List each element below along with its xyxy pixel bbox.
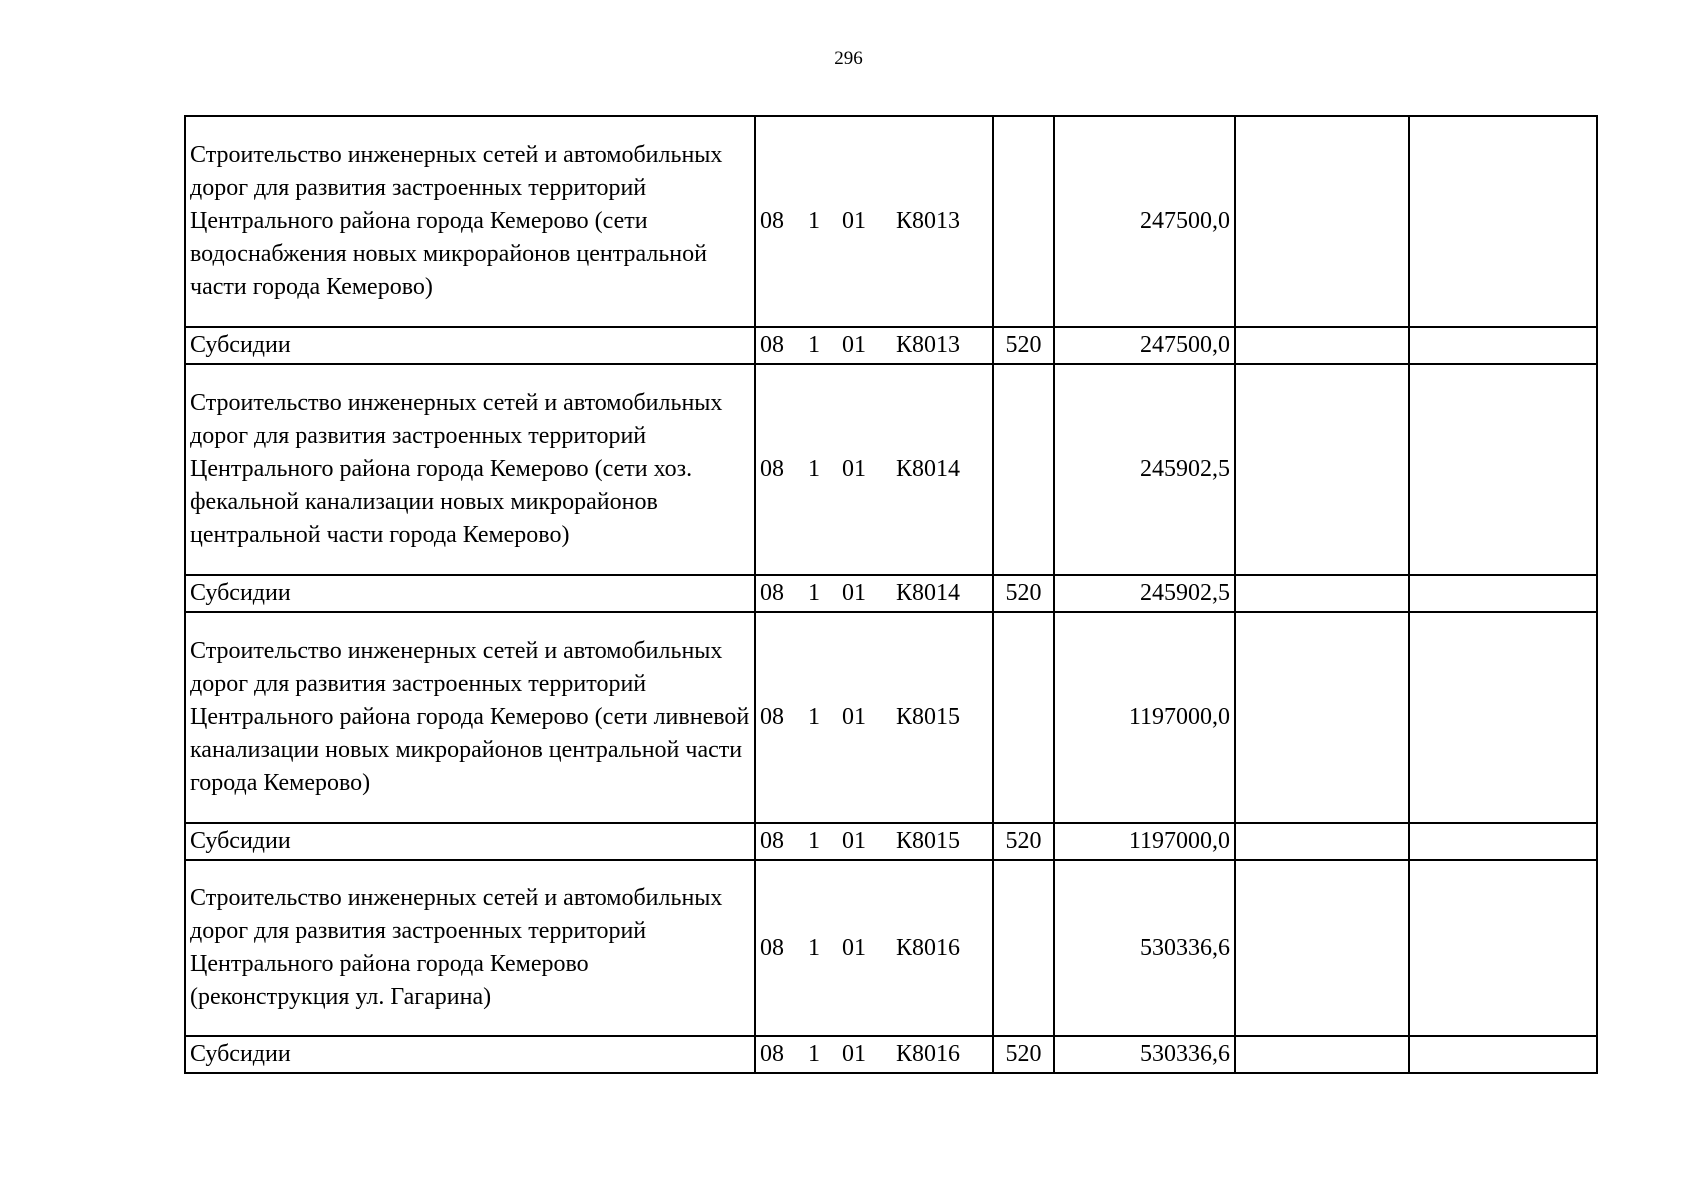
row-col7-cell xyxy=(1235,860,1409,1036)
row-col8-cell xyxy=(1409,116,1597,327)
row-expense-type-cell xyxy=(993,860,1054,1036)
row-expense-type-cell: 520 xyxy=(993,327,1054,364)
row-expense-type-cell: 520 xyxy=(993,823,1054,860)
code-program: 08 xyxy=(760,1041,784,1067)
code-subprogram: 1 xyxy=(808,1041,820,1067)
code-subprogram: 1 xyxy=(808,332,820,358)
row-col7-cell xyxy=(1235,1036,1409,1073)
table-row xyxy=(185,575,1597,612)
row-code-cell xyxy=(755,612,993,823)
row-expense-type-cell xyxy=(993,612,1054,823)
row-col7-cell xyxy=(1235,327,1409,364)
code-direction: К8013 xyxy=(895,208,960,234)
row-name-cell: Субсидии xyxy=(185,327,755,364)
row-sum-cell: 245902,5 xyxy=(1054,575,1235,612)
code-direction: К8015 xyxy=(895,828,960,854)
row-expense-type-cell: 520 xyxy=(993,1036,1054,1073)
row-sum-cell: 530336,6 xyxy=(1054,1036,1235,1073)
row-sum-cell: 1197000,0 xyxy=(1054,612,1235,823)
row-col8-cell xyxy=(1409,612,1597,823)
row-name-cell: Субсидии xyxy=(185,575,755,612)
code-direction: К8013 xyxy=(895,332,960,358)
code-event: 01 xyxy=(842,208,866,234)
code-subprogram: 1 xyxy=(808,456,820,482)
row-name-cell: Строительство инженерных сетей и автомобильных дорог для развития застроенных территорий Центрального района города Кемерово (сети хоз. фекальной канализации новых микрорайонов центральной части города Кемерово) xyxy=(185,364,755,575)
code-subprogram: 1 xyxy=(808,580,820,606)
row-col8-cell xyxy=(1409,823,1597,860)
row-code-cell xyxy=(755,364,993,575)
code-direction: К8015 xyxy=(895,704,960,730)
table-row xyxy=(185,327,1597,364)
row-sum-cell: 245902,5 xyxy=(1054,364,1235,575)
row-col7-cell xyxy=(1235,823,1409,860)
row-col7-cell xyxy=(1235,364,1409,575)
row-code-cell xyxy=(755,575,993,612)
code-event: 01 xyxy=(842,934,866,961)
code-subprogram: 1 xyxy=(808,704,820,730)
row-sum-cell: 247500,0 xyxy=(1054,116,1235,327)
row-code-cell xyxy=(755,327,993,364)
row-sum-cell: 1197000,0 xyxy=(1054,823,1235,860)
row-col7-cell xyxy=(1235,612,1409,823)
row-col8-cell xyxy=(1409,327,1597,364)
code-event: 01 xyxy=(842,1041,866,1067)
row-name-cell: Строительство инженерных сетей и автомобильных дорог для развития застроенных территорий Центрального района города Кемерово (реконструкция ул. Гагарина) xyxy=(185,860,755,1036)
code-program: 08 xyxy=(760,828,784,854)
code-event: 01 xyxy=(842,704,866,730)
row-name-cell: Строительство инженерных сетей и автомобильных дорог для развития застроенных территорий Центрального района города Кемерово (сети ливневой канализации новых микрорайонов центральной части города Кемерово) xyxy=(185,612,755,823)
row-name-cell: Субсидии xyxy=(185,823,755,860)
code-program: 08 xyxy=(760,208,784,234)
page-number: 296 xyxy=(834,48,863,69)
row-col8-cell xyxy=(1409,1036,1597,1073)
row-sum-cell: 247500,0 xyxy=(1054,327,1235,364)
code-subprogram: 1 xyxy=(808,934,820,961)
code-direction: К8014 xyxy=(895,456,960,482)
table-row xyxy=(185,1036,1597,1073)
row-code-cell xyxy=(755,1036,993,1073)
row-col8-cell xyxy=(1409,575,1597,612)
code-event: 01 xyxy=(842,456,866,482)
code-program: 08 xyxy=(760,704,784,730)
code-subprogram: 1 xyxy=(808,208,820,234)
code-direction: К8016 xyxy=(895,1041,960,1067)
row-expense-type-cell: 520 xyxy=(993,575,1054,612)
code-program: 08 xyxy=(760,934,784,961)
row-code-cell xyxy=(755,860,993,1036)
row-name-cell: Строительство инженерных сетей и автомобильных дорог для развития застроенных территорий Центрального района города Кемерово (сети водоснабжения новых микрорайонов центральной части города Кемерово) xyxy=(185,116,755,327)
row-col8-cell xyxy=(1409,364,1597,575)
code-event: 01 xyxy=(842,828,866,854)
row-col8-cell xyxy=(1409,860,1597,1036)
code-event: 01 xyxy=(842,332,866,358)
code-direction: К8016 xyxy=(895,934,960,961)
table-row xyxy=(185,860,1597,1036)
row-code-cell xyxy=(755,823,993,860)
code-direction: К8014 xyxy=(895,580,960,606)
code-program: 08 xyxy=(760,456,784,482)
row-name-cell: Субсидии xyxy=(185,1036,755,1073)
budget-table xyxy=(184,115,1598,1074)
row-col7-cell xyxy=(1235,575,1409,612)
row-expense-type-cell xyxy=(993,364,1054,575)
row-code-cell xyxy=(755,116,993,327)
table-row xyxy=(185,612,1597,823)
table-row xyxy=(185,364,1597,575)
code-program: 08 xyxy=(760,332,784,358)
code-program: 08 xyxy=(760,580,784,606)
row-col7-cell xyxy=(1235,116,1409,327)
code-subprogram: 1 xyxy=(808,828,820,854)
table-row xyxy=(185,116,1597,327)
row-expense-type-cell xyxy=(993,116,1054,327)
code-event: 01 xyxy=(842,580,866,606)
row-sum-cell: 530336,6 xyxy=(1054,860,1235,1036)
table-row xyxy=(185,823,1597,860)
